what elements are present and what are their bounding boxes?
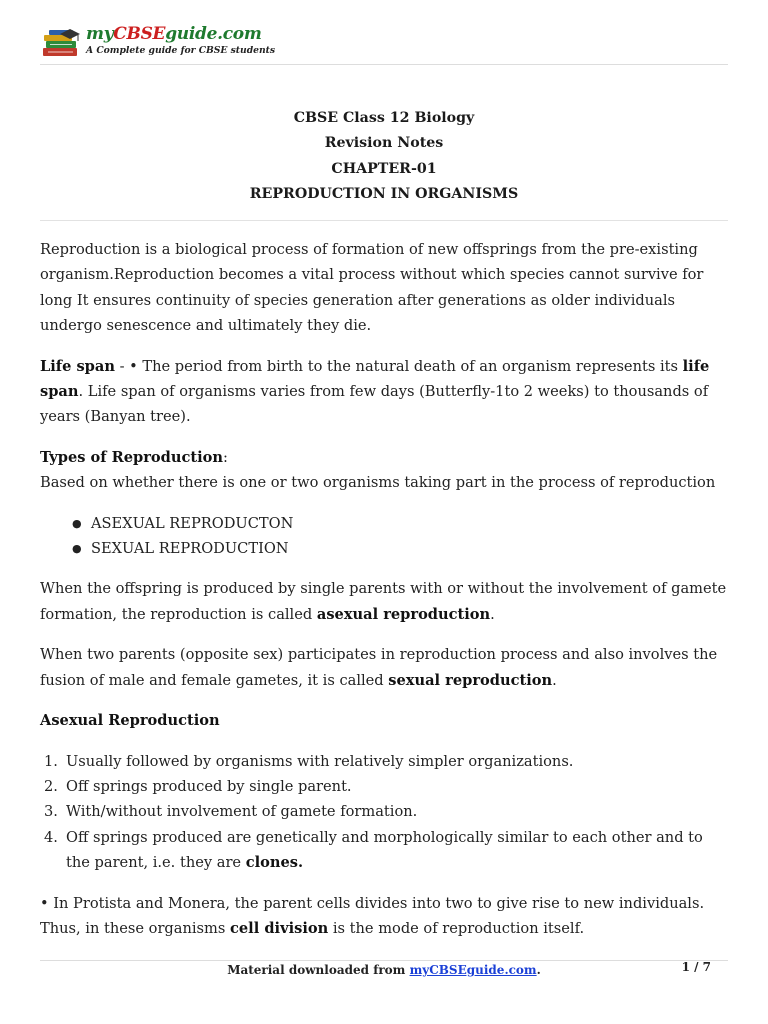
title-line-2: Revision Notes xyxy=(324,135,444,152)
lifespan-paragraph xyxy=(40,354,730,430)
types-colon: : xyxy=(222,448,228,466)
list-item: ● SEXUAL REPRODUCTION xyxy=(40,536,730,561)
footer-divider xyxy=(40,960,728,961)
lifespan-text-2: . Life span of organisms varies from few days (Butterfly-1to 2 weeks) to thousands of years (Banyan tree). xyxy=(40,383,709,426)
asexual-def-term: asexual reproduction xyxy=(316,605,491,623)
item-number: 1. xyxy=(44,752,58,770)
list-item xyxy=(40,825,730,876)
types-heading: Types of Reproduction xyxy=(40,448,223,466)
sexual-definition xyxy=(40,642,730,693)
title-divider xyxy=(40,220,728,221)
books-stack-icon xyxy=(40,28,82,58)
title-line-3: CHAPTER-01 xyxy=(331,160,437,177)
protista-text: • In Protista and Monera, the parent cells divides into two to give rise to new individuals. Thus, in these organisms xyxy=(40,894,705,937)
brand-name xyxy=(86,24,262,44)
page-number: 1 / 7 xyxy=(681,960,711,974)
types-paragraph xyxy=(40,445,730,496)
lifespan-term: Life span xyxy=(40,357,115,375)
list-item xyxy=(40,799,730,824)
item-text: Usually followed by organisms with relatively simpler organizations. xyxy=(66,752,574,770)
lifespan-term-2: life span xyxy=(40,357,710,401)
protista-paragraph xyxy=(40,891,730,942)
reproduction-types-list xyxy=(40,511,730,562)
site-logo[interactable] xyxy=(40,24,280,62)
asexual-features-list xyxy=(40,749,730,876)
asexual-definition xyxy=(40,576,730,627)
asexual-section-heading xyxy=(40,708,730,733)
sexual-def-text: When two parents (opposite sex) participates in reproduction process and also involves the fusion of male and female gametes, it is called xyxy=(40,646,718,689)
footer-text: Material downloaded from xyxy=(227,963,410,977)
clones-term: clones. xyxy=(245,854,304,872)
title-line-1: CBSE Class 12 Biology xyxy=(293,110,475,126)
list-item: ● ASEXUAL REPRODUCTON xyxy=(40,511,730,536)
footer-end: . xyxy=(536,963,541,977)
title-line-4: REPRODUCTION IN ORGANISMS xyxy=(249,185,519,202)
brand-guide: guide.com xyxy=(165,24,262,44)
document-body xyxy=(40,237,730,956)
list-item xyxy=(40,749,730,774)
brand-my: my xyxy=(86,24,114,44)
lifespan-text-1: - • The period from birth to the natural death of an organism represents its xyxy=(114,357,683,375)
asexual-def-end: . xyxy=(490,605,495,623)
brand-cbse: CBSE xyxy=(113,24,166,44)
brand-tagline: A Complete guide for CBSE students xyxy=(86,45,276,56)
item-text: Off springs produced are genetically and morphologically similar to each other and to the parent, i.e. they are xyxy=(66,828,703,872)
page-footer xyxy=(0,963,768,977)
sexual-def-end: . xyxy=(552,671,557,689)
item-number: 2. xyxy=(44,777,58,795)
document-title xyxy=(0,106,768,207)
sexual-def-term: sexual reproduction xyxy=(388,671,553,689)
asexual-heading-text: Asexual Reproduction xyxy=(40,712,220,730)
types-text: Based on whether there is one or two organisms taking part in the process of reproduction xyxy=(40,474,716,492)
item-text: With/without involvement of gamete formation. xyxy=(66,803,418,821)
asexual-def-text: When the offspring is produced by single parents with or without the involvement of gamete formation, the reproduction is called xyxy=(40,580,727,623)
page-header xyxy=(40,22,728,65)
protista-end: is the mode of reproduction itself. xyxy=(328,919,585,937)
item-number: 3. xyxy=(44,803,58,821)
cell-division-term: cell division xyxy=(230,919,329,937)
footer-link[interactable]: myCBSEguide.com xyxy=(409,963,537,977)
intro-paragraph: Reproduction is a biological process of formation of new offsprings from the pre-existing organism.Reproduction becomes a vital process without which species cannot survive for long It ensures continuity of species generation after generations as older individuals undergo senescence and ultimately they die. xyxy=(40,241,704,335)
item-text: Off springs produced by single parent. xyxy=(66,777,352,795)
item-number: 4. xyxy=(44,828,58,846)
list-item xyxy=(40,774,730,799)
